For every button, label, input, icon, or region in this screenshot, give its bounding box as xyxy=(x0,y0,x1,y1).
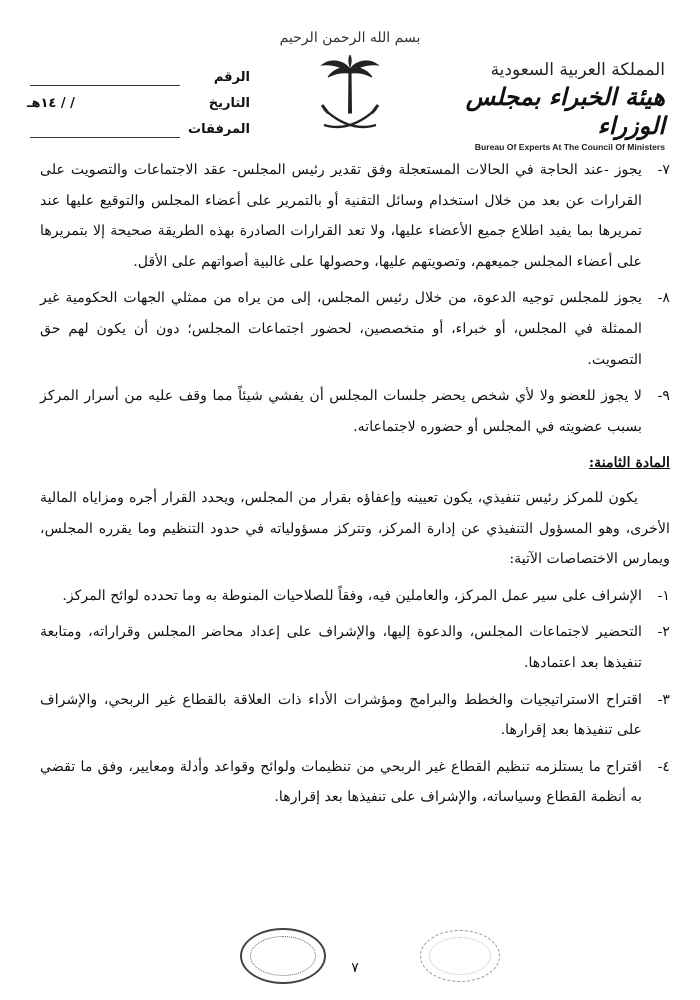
item-number: ٨- xyxy=(657,290,670,307)
item-number: ٣- xyxy=(657,691,670,708)
item-number: ٢- xyxy=(657,624,670,641)
item-number: ١- xyxy=(657,587,670,604)
document-body xyxy=(40,155,670,819)
organization-name-arabic: هيئة الخبراء بمجلس الوزراء xyxy=(465,82,665,140)
item-number: ٤- xyxy=(657,758,670,775)
item-text: يجوز -عند الحاجة في الحالات المستعجلة وفق تقدير رئيس المجلس- عقد الاجتماعات والتصويت على القرارات عن بعد من خلال استخدام وسائل التقنية أو بالتمرير على أعضاء المجلس والتوقيع عليها عند تمريرها بما يفيد اطلاع جميع الأعضاء عليها، ولا تعد القرارات الصادرة بهذه الطريقة صحيحة إلا بتمريرها على أعضاء المجلس جميعهم، وتصويتهم عليها، وحصولها على غالبية أصواتهم على الأقل. xyxy=(40,162,642,270)
page-number: ٧ xyxy=(351,960,359,976)
organization-name-english: Bureau Of Experts At The Council Of Ministers xyxy=(474,142,665,152)
ref-date-label: التاريخ xyxy=(208,96,250,111)
seal-inner-ring xyxy=(250,936,316,976)
palm-swords-emblem-icon xyxy=(318,55,382,141)
item-text: اقتراح ما يستلزمه تنظيم القطاع غير الربحي من تنظيمات ولوائح وقواعد وأدلة ومعايير، وفق ما تقضي به أنظمة القطاع وسياساته، والإشراف على تنفيذها بعد إقرارها. xyxy=(40,758,642,806)
list-item xyxy=(40,752,670,813)
list-item xyxy=(40,685,670,746)
item-number: ٩- xyxy=(657,388,670,405)
faint-stamp-icon xyxy=(420,930,500,982)
list-item xyxy=(40,617,670,678)
item-number: ٧- xyxy=(657,162,670,178)
item-text: لا يجوز للعضو ولا لأي شخص يحضر جلسات المجلس أن يفشي شيئاً مما وقف عليه من أسرار المركز بسبب عضويته في المجلس أو حضوره لاجتماعاته. xyxy=(40,388,642,435)
country-name: المملكة العربية السعودية xyxy=(490,60,665,80)
list-item xyxy=(40,283,670,375)
article-heading: المادة الثامنة: xyxy=(588,455,670,472)
list-item xyxy=(40,581,670,612)
item-text: اقتراح الاستراتيجيات والخطط والبرامج ومؤشرات الأداء ذات العلاقة بالقطاع غير الربحي، والإشراف على تنفيذها بعد إقرارها. xyxy=(40,691,642,739)
ref-attachments-row xyxy=(25,122,250,148)
list-item xyxy=(40,155,670,277)
article-intro: يكون للمركز رئيس تنفيذي، يكون تعيينه وإعفاؤه بقرار من المجلس، ويحدد القرار أجره ومزاياه المالية الأخرى، وهو المسؤول التنفيذي عن إدارة المركز، وتتركز مسؤولياته في حدود التنظيم وما يقرره المجلس، ويمارس الاختصاصات الآتية: xyxy=(40,489,670,568)
item-text: الإشراف على سير عمل المركز، والعاملين فيه، وفقاً للصلاحيات المنوطة به وما تحدده لوائح المركز. xyxy=(62,587,642,604)
list-item xyxy=(40,381,670,442)
item-text: التحضير لاجتماعات المجلس، والدعوة إليها، والإشراف على إعداد محاضر المجلس وقراراته، ومتابعة تنفيذها بعد اعتمادها. xyxy=(40,624,642,671)
reference-block xyxy=(25,70,250,148)
item-text: يجوز للمجلس توجيه الدعوة، من خلال رئيس المجلس، إلى من يراه من ممثلي الجهات الحكومية غير الممثلة في المجلس، أو خبراء، أو متخصصين، لحضور اجتماعات المجلس؛ دون أن يكون لهم حق التصويت. xyxy=(40,290,642,368)
ref-number-line xyxy=(30,85,180,86)
stamp-inner-ring xyxy=(429,937,491,975)
ref-number-row xyxy=(25,70,250,96)
organization-letterhead xyxy=(440,60,665,152)
basmala: بسم الله الرحمن الرحيم xyxy=(279,30,421,46)
official-seal-icon xyxy=(240,928,326,984)
ref-date-value: / / ١٤هـ xyxy=(27,96,75,111)
ref-date-row xyxy=(25,96,250,122)
ref-number-label: الرقم xyxy=(213,70,250,85)
ref-attachments-label: المرفقات xyxy=(188,122,250,137)
ref-attachments-line xyxy=(30,137,180,138)
